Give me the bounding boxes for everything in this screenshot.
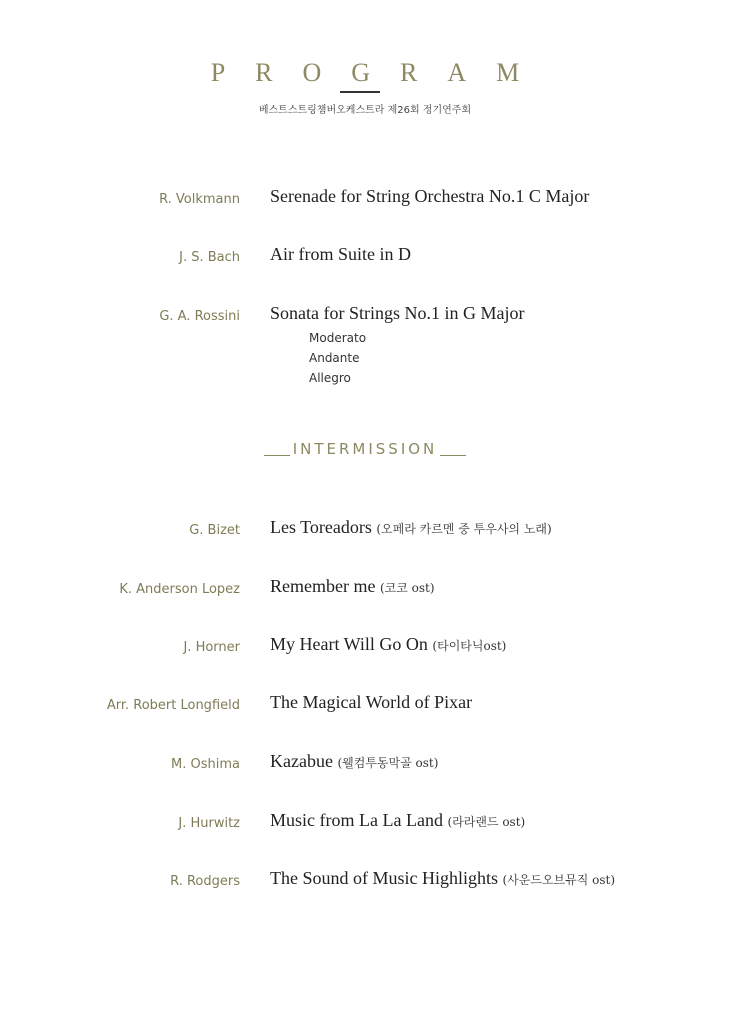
work-title: [270, 868, 615, 889]
movement-item: Moderato: [309, 331, 367, 345]
work-name: Les Toreadors: [270, 517, 372, 537]
divider-line-left: [264, 455, 290, 456]
movement-list: [309, 328, 366, 388]
work-note: (타이타닉ost): [432, 639, 507, 653]
work-name: The Sound of Music Highlights: [270, 868, 498, 888]
composer-name: G. Bizet: [189, 523, 240, 538]
work-title: [270, 692, 472, 713]
work-title: [270, 810, 525, 831]
movement-item: Andante: [309, 351, 360, 365]
work-note: (코코 ost): [379, 581, 435, 595]
composer-name: R. Rodgers: [170, 874, 240, 889]
work-note: (사운드오브뮤직 ost): [502, 873, 616, 887]
work-title: [270, 303, 524, 324]
composer-name: J. Horner: [183, 640, 240, 655]
divider-line-right: [440, 455, 466, 456]
composer-name: M. Oshima: [171, 757, 240, 772]
composer-name: K. Anderson Lopez: [119, 582, 240, 597]
work-title: [270, 634, 506, 655]
composer-name: G. A. Rossini: [159, 309, 240, 324]
intermission-divider: [0, 440, 730, 458]
composer-name: J. Hurwitz: [178, 816, 240, 831]
intermission-label: INTERMISSION: [292, 440, 438, 458]
concert-subtitle: 베스트스트링챔버오케스트라 제26회 정기연주회: [258, 105, 472, 116]
work-title: [270, 186, 589, 207]
page-title: PROGRAM: [210, 58, 550, 87]
work-name: Kazabue: [270, 751, 333, 771]
movement-item: Allegro: [309, 371, 351, 385]
composer-name: R. Volkmann: [159, 192, 240, 207]
work-name: Music from La La Land: [270, 810, 443, 830]
work-name: Sonata for Strings No.1 in G Major: [270, 303, 525, 323]
work-name: Remember me: [270, 576, 376, 596]
work-note: (라라랜드 ost): [447, 815, 526, 829]
work-note: (웰컴투동막골 ost): [337, 756, 439, 770]
work-name: Air from Suite in D: [270, 244, 411, 264]
composer-name: J. S. Bach: [179, 250, 240, 265]
work-note: (오페라 카르멘 중 투우사의 노래): [376, 522, 552, 536]
work-name: The Magical World of Pixar: [270, 692, 473, 712]
work-title: [270, 751, 438, 772]
work-title: [270, 517, 552, 538]
work-title: [270, 576, 435, 597]
title-underline: [340, 91, 380, 93]
work-title: [270, 244, 411, 265]
work-name: My Heart Will Go On: [270, 634, 428, 654]
composer-name: Arr. Robert Longfield: [106, 698, 240, 713]
work-name: Serenade for String Orchestra No.1 C Major: [270, 186, 590, 206]
